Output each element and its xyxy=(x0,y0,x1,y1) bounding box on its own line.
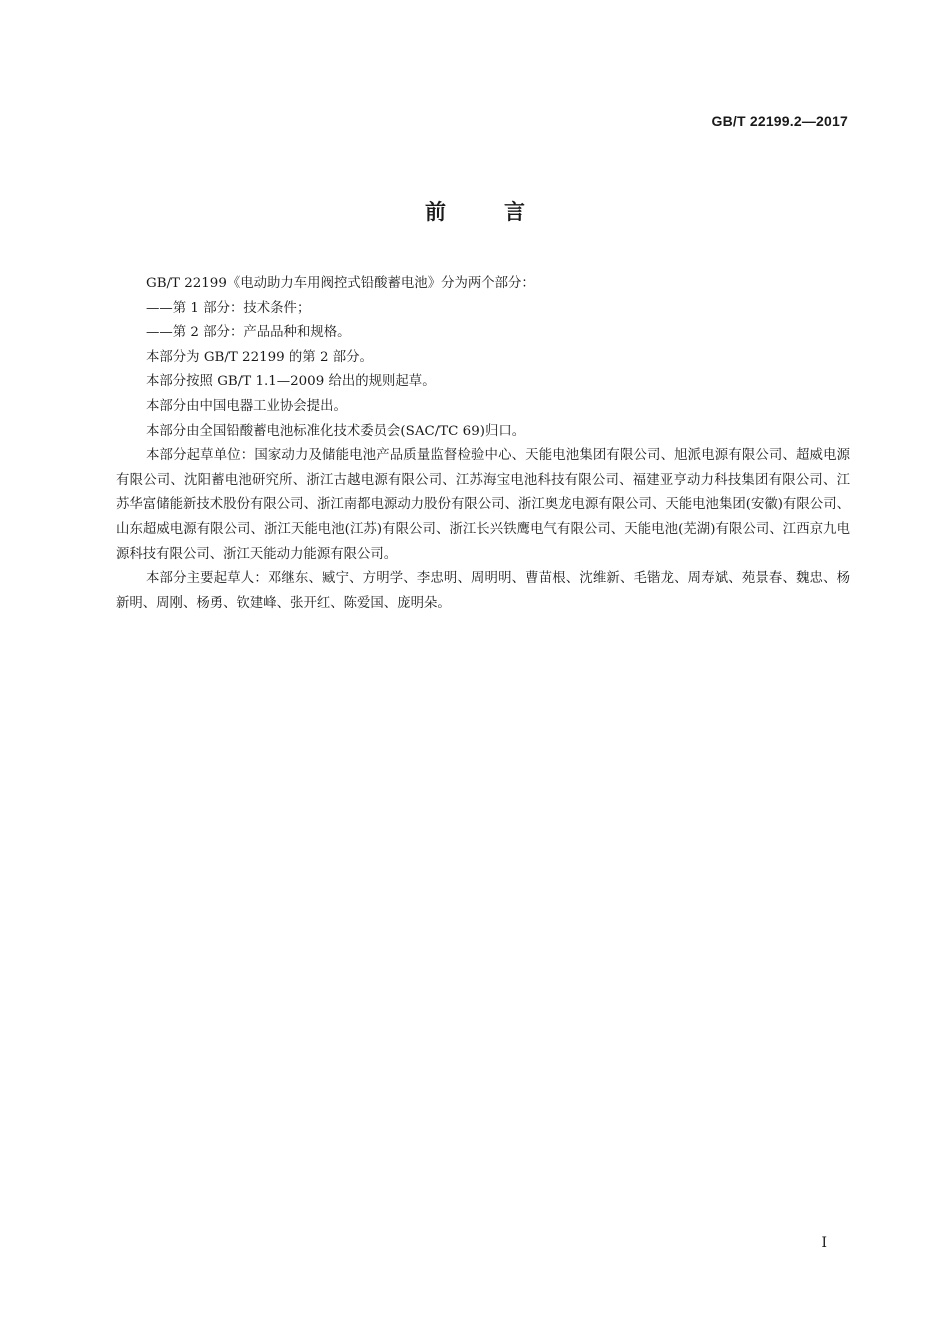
foreword-body xyxy=(116,272,850,616)
standard-code-header: GB/T 22199.2—2017 xyxy=(711,113,848,129)
paragraph-drafting-units: 本部分起草单位：国家动力及储能电池产品质量监督检验中心、天能电池集团有限公司、旭派电源有限公司、超威电源有限公司、沈阳蓄电池研究所、浙江古越电源有限公司、江苏海宝电池科技有限公司、福建亚亨动力科技集团有限公司、江苏华富储能新技术股份有限公司、浙江南都电源动力股份有限公司、浙江奥龙电源有限公司、天能电池集团(安徽)有限公司、山东超威电源有限公司、浙江天能电池(江苏)有限公司、浙江长兴铁鹰电气有限公司、天能电池(芜湖)有限公司、江西京九电源科技有限公司、浙江天能动力能源有限公司。 xyxy=(116,448,850,562)
page-title: 前言 xyxy=(425,200,583,224)
paragraph-this-part: 本部分为 GB/T 22199 的第 2 部分。 xyxy=(146,349,373,365)
paragraph-drafters: 本部分主要起草人：邓继东、臧宁、方明学、李忠明、周明明、曹苗根、沈维新、毛锴龙、周寿斌、苑景春、魏忠、杨新明、周刚、杨勇、钦建峰、张开红、陈爱国、庞明朵。 xyxy=(116,571,850,611)
paragraph-intro: GB/T 22199《电动助力车用阀控式铅酸蓄电池》分为两个部分： xyxy=(146,276,535,291)
paragraph-drafting-rules: 本部分按照 GB/T 1.1—2009 给出的规则起草。 xyxy=(146,374,436,390)
paragraph-part-1: ——第 1 部分：技术条件； xyxy=(146,300,311,316)
paragraph-administered-by: 本部分由全国铅酸蓄电池标准化技术委员会(SAC/TC 69)归口。 xyxy=(146,423,526,439)
paragraph-proposed-by: 本部分由中国电器工业协会提出。 xyxy=(146,398,347,414)
page-number: I xyxy=(821,1235,827,1251)
paragraph-part-2: ——第 2 部分：产品品种和规格。 xyxy=(146,325,351,341)
